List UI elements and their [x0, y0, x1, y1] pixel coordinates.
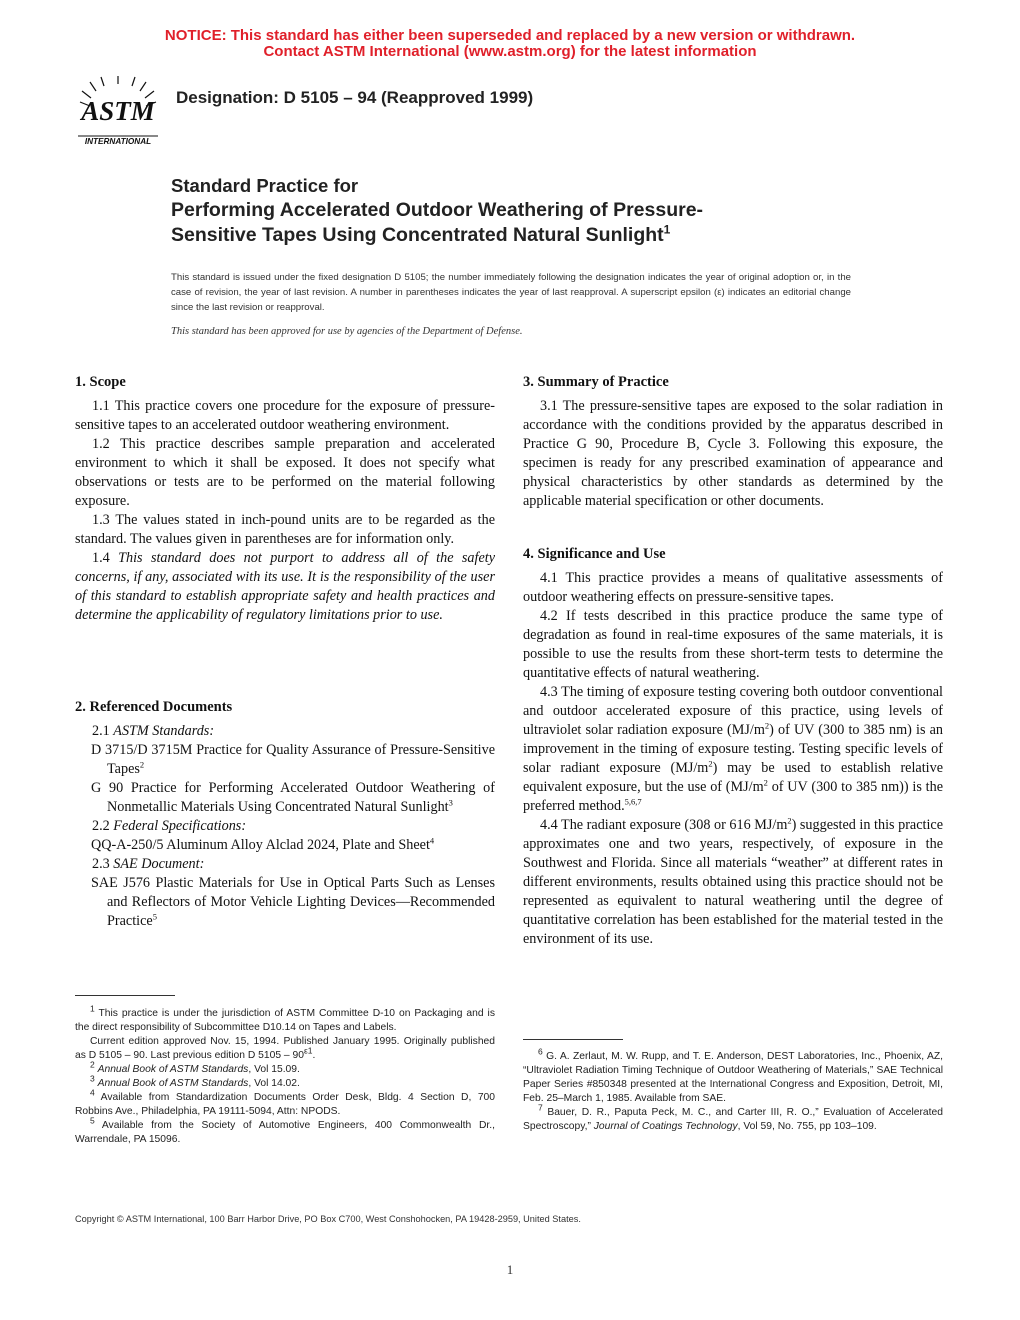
issued-note: This standard is issued under the fixed designation D 5105; the number immediately following the designation indicates the year of original adoption or, in the case of revision, the year of last revision. A number in parentheses indicates the year of last reapproval. A superscript epsilon (ε) indicates an editorial change since the last revision or reapproval.: [171, 272, 851, 313]
superseded-notice-line1: NOTICE: This standard has either been superseded and replaced by a new version or withdrawn.: [164, 27, 856, 44]
ref-sae-j576-text: SAE J576 Plastic Materials for Use in Optical Parts Such as Lenses and Reflectors of Motor Vehicle Lighting Devices—Recommended Practice: [91, 875, 495, 929]
footnote-2-sup: 2: [90, 1059, 95, 1070]
title-line2: Performing Accelerated Outdoor Weathering of Pressure-: [171, 199, 704, 221]
footnote-6: [523, 1046, 943, 1106]
footnotes-right: [523, 1046, 943, 1134]
footnote-1b-end: .: [312, 1050, 316, 1061]
footnote-divider-left: [75, 995, 175, 996]
ref-qqa-sup: 4: [429, 835, 435, 846]
copyright: Copyright © ASTM International, 100 Barr Harbor Drive, PO Box C700, West Conshohocken, PA 19428-2959, United States.: [75, 1214, 581, 1224]
footnote-3-sup: 3: [90, 1073, 95, 1084]
significance-4-4-sup: 2: [787, 815, 792, 826]
scope-heading: 1. Scope: [75, 374, 126, 390]
title-footnote-ref: 1: [663, 222, 671, 237]
significance-heading: 4. Significance and Use: [523, 546, 666, 562]
footnote-1b-text: Current edition approved Nov. 15, 1994. Published January 1995. Originally published as D 5105 – 90. Last previous edition D 5105 – 90: [75, 1036, 495, 1061]
footnote-6-text: G. A. Zerlaut, M. W. Rupp, and T. E. Anderson, DEST Laboratories, Inc., Phoenix, AZ, “Ultraviolet Radiation Timing Technique of Outdoor Weathering of Materials,” SAE Technical Paper Series #850348 presented at the International Congress and Exposition, Detroit, MI, Feb. 25–March 1, 1985. Available from SAE.: [523, 1051, 943, 1104]
significance-4-3-d: of UV (300 to 385 nm)) is the preferred method.: [523, 779, 944, 814]
significance-4-3: [523, 683, 943, 816]
ref-g90: [91, 779, 495, 817]
astm-logo-subtext: INTERNATIONAL: [84, 137, 152, 146]
designation: Designation: D 5105 – 94 (Reapproved 1999): [176, 88, 534, 107]
title-line3: Sensitive Tapes Using Concentrated Natural Sunlight: [171, 224, 664, 246]
refdocs-2-1: [75, 722, 495, 741]
refdocs-2-2: [75, 817, 495, 836]
scope-1-4-num: 1.4: [92, 550, 110, 566]
footnote-2: [75, 1059, 495, 1077]
significance-4-3-sup-b: 2: [708, 758, 713, 769]
page-number: 1: [506, 1262, 514, 1277]
footnote-7-b: , Vol 59, No. 755, pp 103–109.: [737, 1121, 877, 1132]
section-significance: [523, 545, 943, 949]
footnote-3-italic: Annual Book of ASTM Standards: [97, 1078, 249, 1089]
ref-sae-j576: [91, 874, 495, 931]
ref-d3715-text: D 3715/D 3715M Practice for Quality Assurance of Pressure-Sensitive Tapes: [91, 742, 495, 777]
title-line1: Standard Practice for: [171, 175, 359, 196]
footnote-1b: [75, 1035, 495, 1063]
footnote-1-text: This practice is under the jurisdiction of ASTM Committee D-10 on Packaging and is the direct responsibility of Subcommittee D10.14 on Tapes and Labels.: [75, 1008, 495, 1033]
footnote-7-italic: Journal of Coatings Technology: [593, 1121, 738, 1132]
footnote-4: [75, 1087, 495, 1119]
ref-qqa: [91, 836, 495, 855]
scope-1-1: 1.1 This practice covers one procedure for the exposure of pressure-sensitive tapes to an accelerated outdoor weathering environment.: [75, 398, 495, 433]
footnote-divider-right: [523, 1039, 623, 1040]
scope-1-4: [75, 549, 495, 625]
document-title: [171, 174, 891, 248]
scope-1-3: 1.3 The values stated in inch-pound units are to be regarded as the standard. The values given in parentheses are for information only.: [75, 512, 495, 547]
refdocs-2-3-num: 2.3: [92, 856, 110, 872]
refdocs-2-2-label: Federal Specifications:: [113, 818, 247, 834]
significance-4-4: [523, 816, 943, 949]
significance-4-2: 4.2 If tests described in this practice produce the same type of degradation as found in real-time exposures of the same materials, it is possible to use the results from these short-term tests to determine the quantitative effects of natural weathering.: [523, 608, 943, 681]
footnotes-left: [75, 1003, 495, 1147]
ref-g90-sup: 3: [448, 797, 453, 808]
significance-4-3-sup-c: 2: [763, 777, 768, 788]
significance-4-1: 4.1 This practice provides a means of qualitative assessments of outdoor weathering effects on pressure-sensitive tapes.: [523, 570, 943, 605]
section-referenced-documents: [75, 698, 495, 931]
footnote-1b-sup: ε1: [303, 1045, 313, 1056]
footnote-3-text: , Vol 14.02.: [248, 1078, 300, 1089]
significance-4-3-a: 4.3 The timing of exposure testing covering both outdoor conventional and outdoor accelerated exposure of this practice, using levels of ultraviolet solar radiation exposure (MJ/m: [523, 684, 943, 738]
section-summary: [523, 373, 943, 511]
footnote-5-sup: 5: [90, 1115, 95, 1126]
significance-4-3-sup-a: 2: [764, 720, 770, 731]
significance-4-4-a: 4.4 The radiant exposure (308 or 616 MJ/m: [540, 817, 788, 833]
scope-1-4-text: This standard does not purport to address all of the safety concerns, if any, associated with its use. It is the responsibility of the user of this standard to establish appropriate safety and health practices and determine the applicability of regulatory limitations prior to use.: [75, 550, 495, 623]
ref-g90-text: G 90 Practice for Performing Accelerated Outdoor Weathering of Nonmetallic Materials Using Concentrated Natural Sunlight: [91, 780, 495, 815]
superseded-notice-line2: Contact ASTM International (www.astm.org) for the latest information: [263, 43, 757, 60]
refdocs-2-3-label: SAE Document:: [113, 856, 205, 872]
footnote-2-text: , Vol 15.09.: [248, 1064, 300, 1075]
significance-4-3-c: ) may be used to establish relative equivalent exposure, but the use of (MJ/m: [523, 760, 943, 795]
ref-d3715: [91, 741, 495, 779]
significance-4-3-refs: 5,6,7: [624, 796, 642, 807]
refdocs-2-3: [75, 855, 495, 874]
footnote-1: [75, 1003, 495, 1035]
summary-3-1: 3.1 The pressure-sensitive tapes are exposed to the solar radiation in accordance with the conditions provided by the apparatus described in Practice G 90, Procedure B, Cycle 3. Following this exposure, the specimen is ready for any prescribed examination of appearance and physical characteristics by other standards as determined by the applicable material specification or other documents.: [523, 398, 943, 509]
footnote-2-italic: Annual Book of ASTM Standards: [97, 1064, 249, 1075]
footnote-7-sup: 7: [538, 1102, 543, 1113]
scope-1-2: 1.2 This practice describes sample preparation and accelerated environment to which it shall be exposed. It does not specify what observations or tests are to be performed on the material following exposure.: [75, 436, 495, 509]
footnote-5-text: Available from the Society of Automotive Engineers, 400 Commonwealth Dr., Warrendale, PA 15096.: [75, 1120, 495, 1145]
significance-4-3-b: ) of UV (300 to 385 nm) is an improvement in the timing of exposure testing. Testing specific levels of solar radiant exposure (MJ/m: [523, 722, 943, 776]
refdocs-2-1-num: 2.1: [92, 723, 110, 739]
footnote-4-text: Available from Standardization Documents Order Desk, Bldg. 4 Section D, 700 Robbins Ave., Philadelphia, PA 19111-5094, Attn: NPODS.: [75, 1092, 495, 1117]
approved-note: This standard has been approved for use by agencies of the Department of Defense.: [171, 326, 523, 337]
footnote-7: [523, 1102, 943, 1134]
summary-heading: 3. Summary of Practice: [523, 374, 669, 390]
ref-qqa-text: QQ-A-250/5 Aluminum Alloy Alclad 2024, Plate and Sheet: [91, 837, 430, 853]
astm-logo-text: ASTM: [81, 96, 155, 126]
footnote-5: [75, 1115, 495, 1147]
footnote-7-a: Bauer, D. R., Paputa Peck, M. C., and Carter III, R. O.,” Evaluation of Accelerated Spectroscopy,”: [523, 1107, 943, 1132]
ref-sae-j576-sup: 5: [152, 911, 157, 922]
footnote-4-sup: 4: [90, 1087, 95, 1098]
footnote-6-sup: 6: [538, 1046, 543, 1057]
ref-d3715-sup: 2: [139, 759, 145, 770]
refdocs-2-1-label: ASTM Standards:: [113, 723, 215, 739]
refdocs-heading: 2. Referenced Documents: [75, 699, 233, 715]
refdocs-2-2-num: 2.2: [92, 818, 110, 834]
section-scope: [75, 373, 495, 625]
footnote-3: [75, 1073, 495, 1091]
footnote-1-sup: 1: [90, 1003, 95, 1014]
astm-logo: [76, 76, 160, 152]
significance-4-4-b: ) suggested in this practice approximates one and two years, respectively, of exposure in the Southwest and Florida. Since all materials “weather” at different rates in different environments, results obtained using this practice should not be represented as equivalent to natural weathering until the degree of quantitative correlation has been established for the material tested in the environment of its use.: [523, 817, 943, 947]
